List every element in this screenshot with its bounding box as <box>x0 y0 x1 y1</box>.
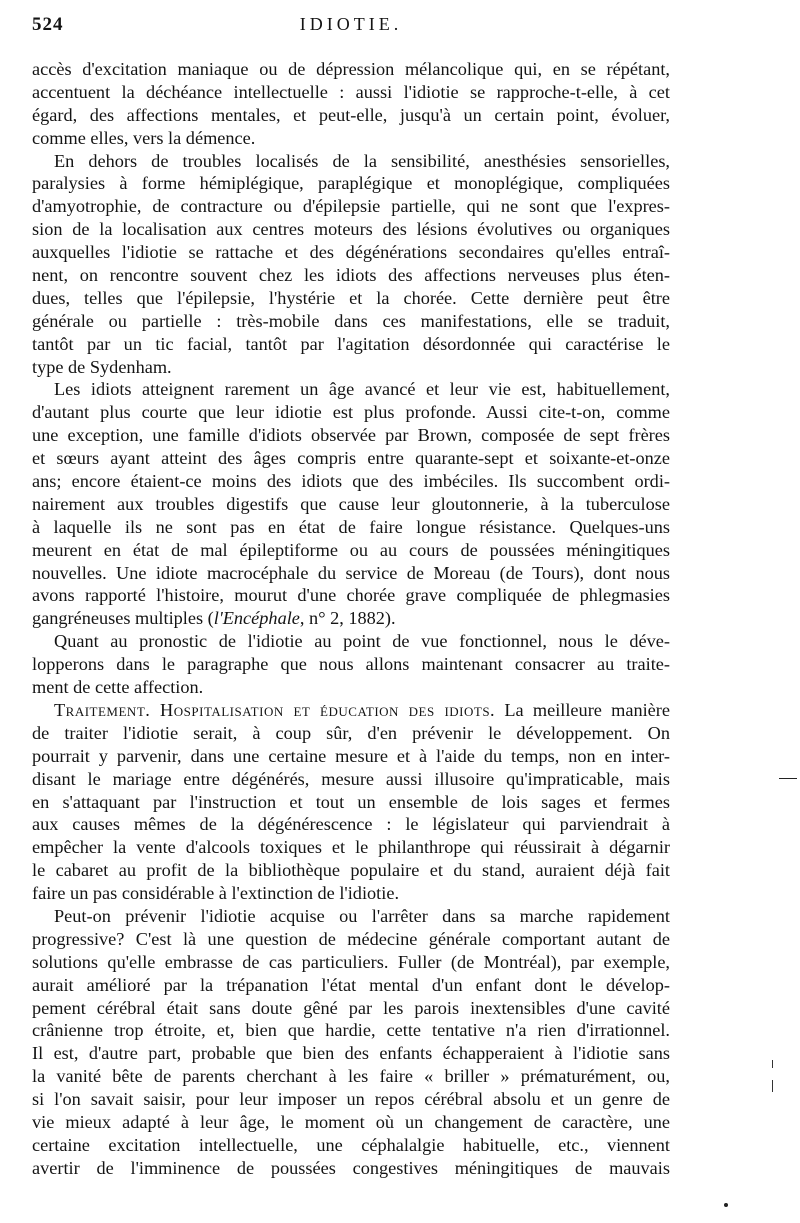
text-line: progressive? C'est là une question de médecine générale comportant autant de <box>32 928 670 949</box>
page-header <box>32 14 670 44</box>
text-line: solutions qu'elle embrasse de cas particuliers. Fuller (de Montréal), par exemple, <box>32 951 670 972</box>
text-line: type de Sydenham. <box>32 356 172 377</box>
text-line: sion de la localisation aux centres moteurs des lésions évolutives ou organiques <box>32 219 670 240</box>
text-line: d'autant plus courte que leur idiotie est plus profonde. Aussi cite-t-on, comme <box>32 402 670 423</box>
page-number: 524 <box>32 14 64 35</box>
text-line: pement cérébral était sans doute gêné par les parois inextensibles d'une cavité <box>32 997 670 1018</box>
text-line: crânienne trop étroite, et, bien que hardie, cette tentative n'a rien d'irrationnel. <box>32 1020 670 1041</box>
text-line: le cabaret au profit de la bibliothèque populaire et du stand, auraient déjà fait <box>32 860 670 881</box>
text-line: la vanité bête de parents cherchant à les faire « briller » prématurément, ou, <box>32 1066 670 1087</box>
text-line: auxquelles l'idiotie se rattache et des dégénérations secondaires qu'elles entraî- <box>32 242 670 263</box>
text-line: Les idiots atteignent rarement un âge avancé et leur vie est, habituellement, <box>54 379 670 400</box>
text-line: avons rapporté l'histoire, mourut d'une chorée grave compliquée de phlegmasies <box>32 585 670 606</box>
section-heading: Traitement. Hospitalisation et éducation des idiots. <box>54 699 496 720</box>
text-line: faire un pas considérable à l'extinction de l'idiotie. <box>32 883 400 904</box>
text-line: en s'attaquant par l'instruction et tout un ensemble de lois sages et fermes <box>32 791 670 812</box>
text-line: meurent en état de mal épileptiforme ou au cours de poussées méningitiques <box>32 539 670 560</box>
text-line: aurait amélioré par la trépanation l'état mental d'un enfant dont le dévelop- <box>32 974 670 995</box>
text-line: nairement aux troubles digestifs que cause leur gloutonnerie, à la tuberculose <box>32 493 670 514</box>
text-line: générale ou partielle : très-mobile dans ces manifestations, elle se traduit, <box>32 310 670 331</box>
text-line: Peut-on prévenir l'idiotie acquise ou l'arrêter dans sa marche rapidement <box>54 905 670 926</box>
running-title: IDIOTIE. <box>299 14 403 34</box>
text-line: de traiter l'idiotie serait, à coup sûr, d'en prévenir le développement. On <box>32 722 670 743</box>
text-line: paralysies à forme hémiplégique, paraplégique et monoplégique, compliquées <box>32 173 670 194</box>
text-line: nouvelles. Une idiote macrocéphale du service de Moreau (de Tours), dont nous <box>32 562 670 583</box>
text-line-citation <box>32 607 670 630</box>
paragraph-1 <box>32 58 670 150</box>
text-line: ans; encore étaient-ce moins des idiots que des imbéciles. Ils succombent ordi- <box>32 471 670 492</box>
text-line: une exception, une famille d'idiots observée par Brown, composée de sept frères <box>32 425 670 446</box>
paragraph-2 <box>32 150 670 379</box>
citation-suffix: , n° 2, 1882). <box>299 608 396 629</box>
text-line: à laquelle ils ne sont pas en état de faire longue résistance. Quelques-uns <box>32 516 670 537</box>
journal-title: l'Encéphale <box>213 608 300 629</box>
paragraph-5 <box>32 699 670 905</box>
text-line: tantôt par un tic facial, tantôt par l'agitation désordonnée qui caractérise le <box>32 333 670 354</box>
margin-tick-mark <box>772 1060 773 1068</box>
text-line: dues, telles que l'épilepsie, l'hystérie et la chorée. Cette dernière peut être <box>32 287 670 308</box>
body-text <box>32 58 670 1180</box>
text-line: accès d'excitation maniaque ou de dépression mélancolique qui, en se répétant, <box>32 59 670 79</box>
text-line: vie mieux adapté à leur âge, le moment où un changement de caractère, une <box>32 1111 670 1132</box>
text-line: nent, on rencontre souvent chez les idiots des affections nerveuses plus éten- <box>32 265 670 286</box>
text-line: aux causes mêmes de la dégénérescence : le législateur qui parviendrait à <box>32 814 670 835</box>
text-line: certaine excitation intellectuelle, une céphalalgie habituelle, etc., viennent <box>32 1134 670 1155</box>
text-line: comme elles, vers la démence. <box>32 127 256 148</box>
heading-line-rest: La meilleure manière <box>504 699 670 720</box>
text-line: et sœurs ayant atteint des âges compris entre quarante-sept et soixante-et-onze <box>32 448 670 469</box>
text-line: empêcher la vente d'alcools toxiques et le philanthrope qui réussirait à dégarnir <box>32 837 670 858</box>
margin-dash-mark <box>779 778 797 779</box>
text-line: En dehors de troubles localisés de la sensibilité, anesthésies sensorielles, <box>54 150 670 171</box>
text-line: disant le mariage entre dégénérés, mesure aussi illusoire qu'impraticable, mais <box>32 768 670 789</box>
text-line: Quant au pronostic de l'idiotie au point de vue fonctionnel, nous le déve- <box>54 631 670 652</box>
text-line: pourrait y parvenir, dans une certaine mesure et à l'aide du temps, non en inter- <box>32 745 670 766</box>
margin-tick-mark <box>772 1080 773 1092</box>
text-line-heading <box>32 699 670 722</box>
text-line: ment de cette affection. <box>32 677 204 698</box>
margin-dot-mark <box>724 1203 728 1207</box>
text-line: Il est, d'autre part, probable que bien des enfants échapperaient à l'idiotie sans <box>32 1043 670 1064</box>
paragraph-4 <box>32 630 670 699</box>
paragraph-3 <box>32 378 670 630</box>
text-line: lopperons dans le paragraphe que nous allons maintenant consacrer au traite- <box>32 654 670 675</box>
text-line: d'amyotrophie, de contracture ou d'épilepsie partielle, qui ne sont que l'expres- <box>32 196 670 217</box>
text-line: avertir de l'imminence de poussées congestives méningitiques de mauvais <box>32 1157 670 1178</box>
text-line: égard, des affections mentales, et peut-elle, jusqu'à un certain point, évoluer, <box>32 104 670 125</box>
paragraph-6 <box>32 905 670 1180</box>
text-line: accentuent la déchéance intellectuelle : aussi l'idiotie se rapproche-t-elle, à cet <box>32 81 670 102</box>
text-line: si l'on savait saisir, pour leur imposer un repos cérébral absolu et un genre de <box>32 1089 670 1110</box>
citation-prefix: gangréneuses multiples ( <box>32 608 214 629</box>
